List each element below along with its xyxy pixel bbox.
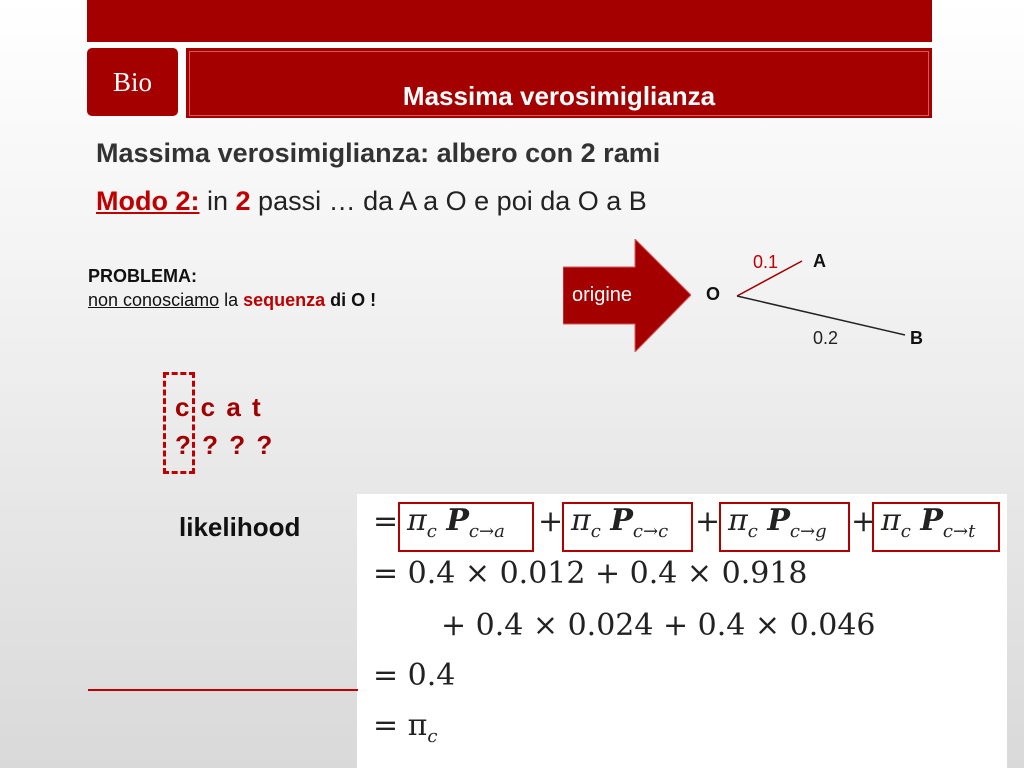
formula-line-4: = 0.4 <box>373 658 456 693</box>
term-1: $\pi_c$ $P_{c\to a}$ <box>407 503 505 542</box>
term-4: $\pi_c$ $P_{c\to t}$ <box>881 503 976 542</box>
sequence-row-2: ? ? ? ? <box>175 430 275 460</box>
logo-badge <box>87 48 178 116</box>
plus-sign-3: + <box>851 504 877 539</box>
slide-subtitle: Massima verosimiglianza: albero con 2 rami <box>96 138 661 168</box>
problem-part3: sequenza <box>243 290 326 310</box>
modo-text-in: in <box>199 186 236 216</box>
formula-line-2: = 0.4 × 0.012 + 0.4 × 0.918 <box>373 556 808 591</box>
plus-sign-1: + <box>538 504 564 539</box>
page-title: Massima verosimiglianza <box>402 81 716 111</box>
tree-node-a: A <box>813 251 826 271</box>
formula-line-3: + 0.4 × 0.024 + 0.4 × 0.046 <box>441 608 876 643</box>
problem-part1: non conosciamo <box>88 290 220 310</box>
likelihood-label: likelihood <box>179 512 301 542</box>
problem-title: PROBLEMA: <box>88 266 197 286</box>
problem-part4: di O ! <box>325 290 377 310</box>
formula-line-5: = $\pi_c$ <box>373 708 438 747</box>
modo-label: Modo 2: <box>96 186 200 216</box>
modo-steps-number: 2 <box>235 186 251 216</box>
problem-part2: la <box>219 290 244 310</box>
problem-note <box>88 264 376 312</box>
logo-text: Bio <box>112 66 152 97</box>
tree-node-o: O <box>706 284 721 304</box>
origin-label: origine <box>572 284 633 306</box>
plus-sign-2: + <box>695 504 721 539</box>
branch-length-a: 0.1 <box>753 252 779 272</box>
branch-length-b: 0.2 <box>813 328 839 348</box>
top-banner <box>87 0 932 42</box>
sequence-row-1: c c a t <box>175 392 263 422</box>
term-3: $\pi_c$ $P_{c\to g}$ <box>728 503 827 542</box>
modo-text-rest: passi … da A a O e poi da O a B <box>250 186 647 216</box>
term-2: $\pi_c$ $P_{c\to c}$ <box>571 503 669 542</box>
tree-node-b: B <box>910 328 923 348</box>
modo-line <box>96 186 647 217</box>
formula-equals-sign: = <box>373 504 399 539</box>
likelihood-formula <box>357 494 1007 768</box>
problem-line <box>88 288 376 312</box>
divider-line <box>88 689 358 691</box>
title-bar <box>186 48 932 118</box>
